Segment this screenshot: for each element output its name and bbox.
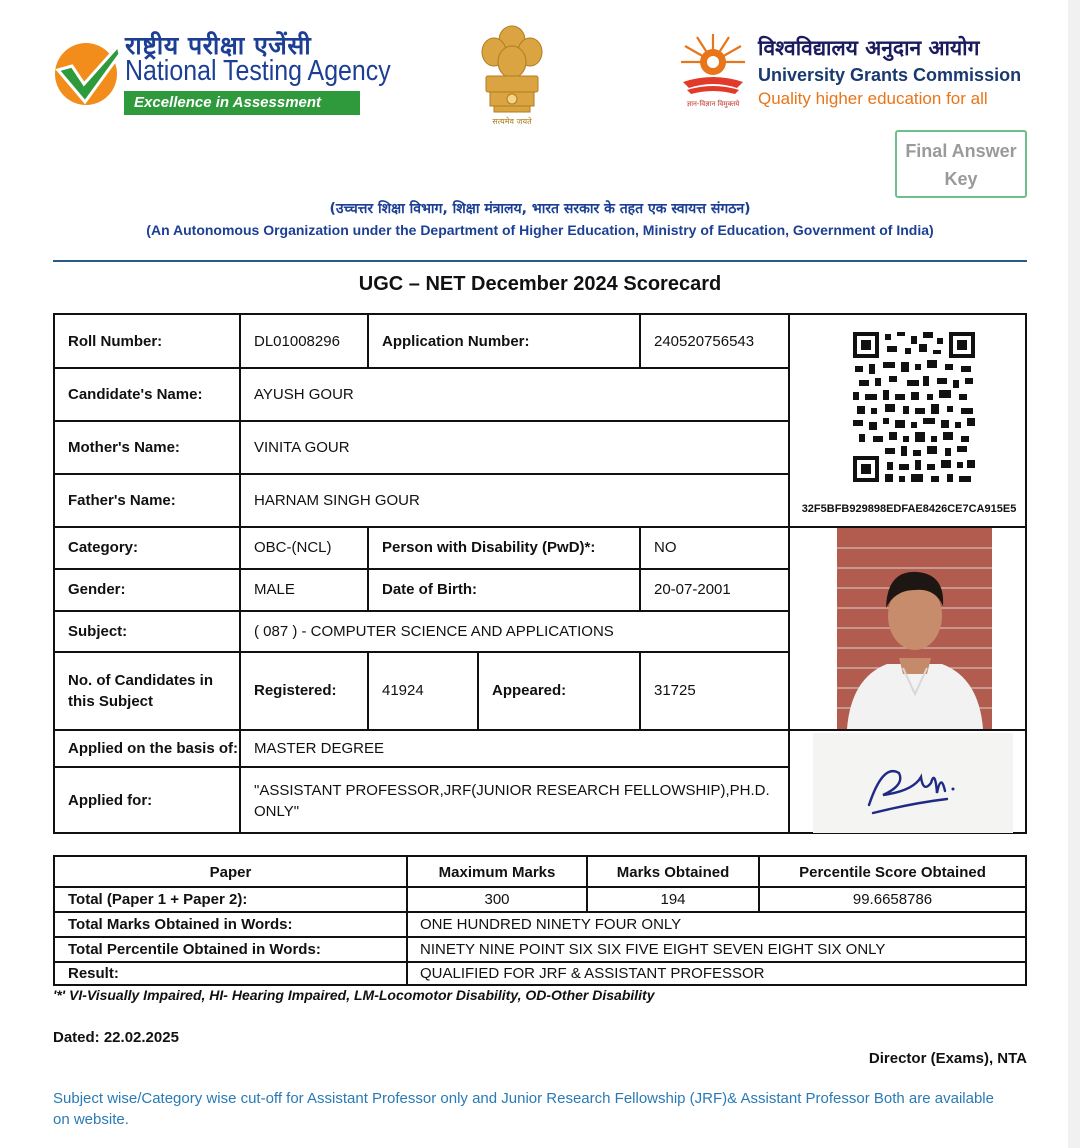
candidate-name-value: AYUSH GOUR [254,385,354,403]
nta-logo-icon [52,40,122,106]
pwd-label: Person with Disability (PwD)*: [382,539,596,556]
subject-label: Subject: [68,622,128,640]
ugc-logo-caption: ज्ञान-विज्ञान विमुक्तये [686,100,740,108]
roll-number-label: Roll Number: [68,332,163,350]
percentile-value: 99.6658786 [852,890,933,908]
marks-header-percentile: Percentile Score Obtained [799,863,986,881]
category-label: Category: [68,539,139,556]
application-number-value: 240520756543 [654,332,755,350]
result-value: QUALIFIED FOR JRF & ASSISTANT PROFESSOR [420,964,765,982]
marks-header-paper: Paper [209,863,252,881]
category-value: OBC-(NCL) [254,539,332,556]
ugc-name: University Grants Commission [758,65,1022,85]
ugc-name-hindi: विश्वविद्यालय अनुदान आयोग [758,35,980,60]
org-description-hindi: (उच्चत्तर शिक्षा विभाग, शिक्षा मंत्रालय, भारत सरकार के तहत एक स्वायत्त संगठन) [329,201,751,217]
mother-name-label: Mother's Name: [68,438,180,456]
director-signatory: Director (Exams), NTA [868,1050,1027,1067]
ugc-logo-icon [677,32,749,112]
candidate-signature [813,733,1013,833]
national-emblem-icon [472,18,552,130]
percentile-words-value: NINETY NINE POINT SIX SIX FIVE EIGHT SEVEN EIGHT SIX ONLY [420,940,886,958]
emblem-motto: सत्यमेव जयते [492,117,532,126]
basis-label: Applied on the basis of: [68,739,239,757]
marks-table [53,855,1027,986]
final-answer-key-button[interactable]: Final Answer Key [895,130,1027,198]
percentile-words-label: Total Percentile Obtained in Words: [68,940,321,958]
candidate-name-label: Candidate's Name: [68,385,203,403]
ugc-tagline: Quality higher education for all [758,89,988,108]
max-marks-value: 300 [484,890,510,908]
nta-name-hindi: राष्ट्रीय परीक्षा एजेंसी [125,31,312,60]
marks-header-max: Maximum Marks [438,863,556,881]
org-description-english: (An Autonomous Organization under the Department of Higher Education, Ministry of Education, Government of India) [146,222,934,238]
marks-words-label: Total Marks Obtained in Words: [68,915,293,933]
subject-value: ( 087 ) - COMPUTER SCIENCE AND APPLICATIONS [254,622,614,640]
father-name-label: Father's Name: [68,491,176,509]
dob-value: 20-07-2001 [654,581,731,598]
candidates-count-label: No. of Candidates in this Subject [68,671,214,710]
nta-tagline: Excellence in Assessment [124,91,360,115]
marks-words-value: ONE HUNDRED NINETY FOUR ONLY [420,915,682,933]
total-label: Total (Paper 1 + Paper 2): [68,890,248,908]
father-name-value: HARNAM SINGH GOUR [254,491,420,509]
mother-name-value: VINITA GOUR [254,438,350,456]
nta-name: National Testing Agency [125,55,391,87]
appeared-label: Appeared: [492,682,567,699]
page-title: UGC – NET December 2024 Scorecard [358,273,722,295]
gender-label: Gender: [68,581,126,598]
cutoff-note-link[interactable]: Subject wise/Category wise cut-off for Assistant Professor only and Junior Research Fellowship (JRF)& Assistant Professor Both are available on website. [53,1090,994,1128]
application-number-label: Application Number: [382,332,530,350]
roll-number-value: DL01008296 [254,332,340,350]
qr-code-icon [853,332,975,482]
gender-value: MALE [254,581,295,598]
header-divider [53,260,1027,262]
registered-label: Registered: [254,682,337,699]
disability-footnote: '*' VI-Visually Impaired, HI- Hearing Impaired, LM-Locomotor Disability, OD-Other Disability [53,987,655,1003]
scorecard-header [0,0,1080,250]
qr-hash-code: 32F5BFB929898EDFAE8426CE7CA915E5 [801,503,1017,515]
registered-value: 41924 [382,682,424,699]
pwd-value: NO [654,539,677,556]
issue-date: Dated: 22.02.2025 [53,1029,179,1046]
candidate-photo [837,528,992,729]
marks-header-obtained: Marks Obtained [616,863,730,881]
applied-for-value: "ASSISTANT PROFESSOR,JRF(JUNIOR RESEARCH FELLOWSHIP),PH.D. ONLY" [254,781,770,820]
result-label: Result: [68,964,119,982]
applied-for-label: Applied for: [68,792,153,809]
appeared-value: 31725 [654,682,696,699]
marks-obtained-value: 194 [660,890,686,908]
grid-line [788,315,790,834]
candidate-details-table [53,313,1027,834]
basis-value: MASTER DEGREE [254,739,385,757]
dob-label: Date of Birth: [382,581,477,598]
